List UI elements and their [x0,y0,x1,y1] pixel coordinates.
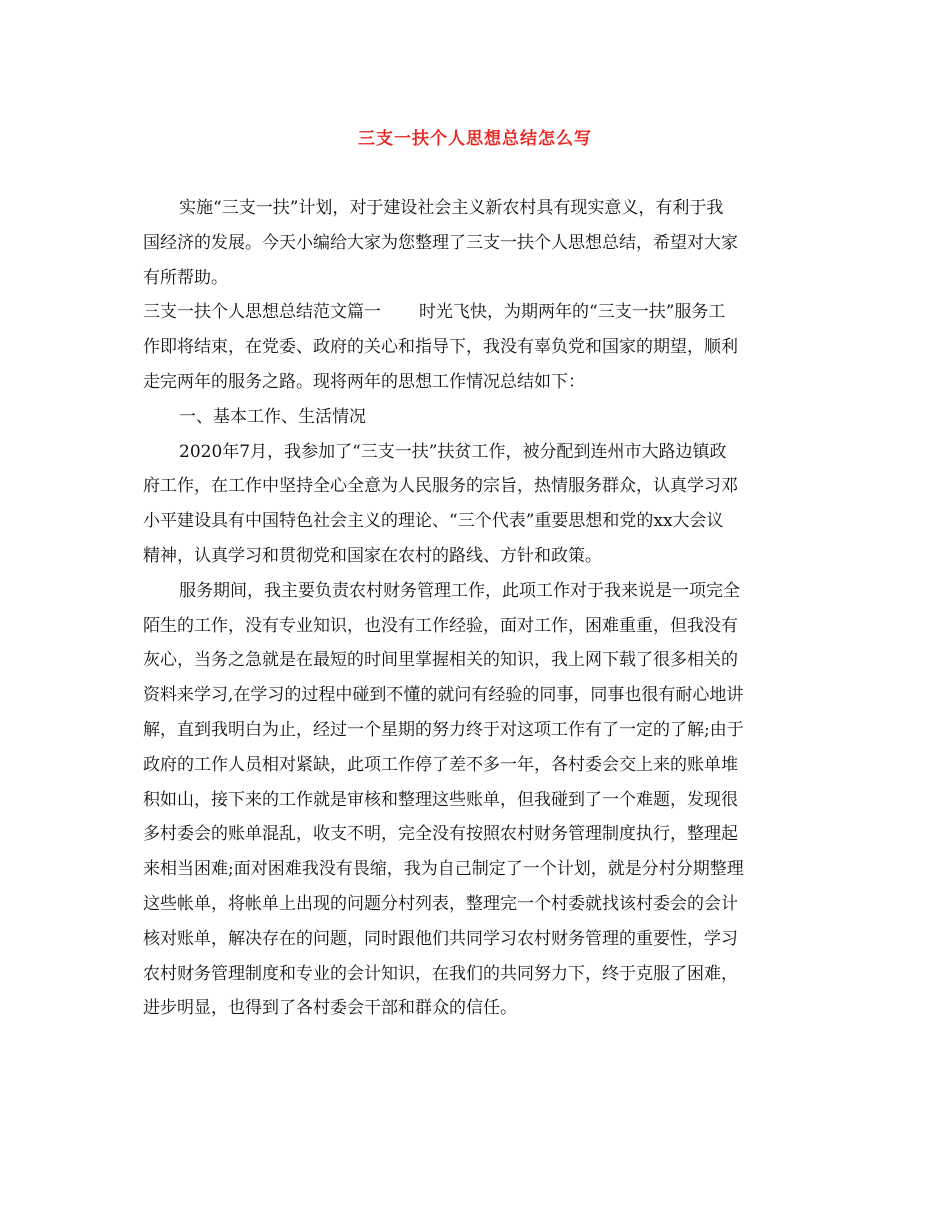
paragraph-2 [143,574,811,1026]
document-body [143,191,811,1026]
paragraph-1 [143,435,811,574]
document-title: 三支一扶个人思想总结怎么写 [358,129,592,149]
section-first-line [143,295,811,330]
intro-paragraph [143,191,811,295]
text-line: 精神，认真学习和贯彻党和国家在农村的路线、方针和政策。 [143,545,602,566]
text-line: 府工作，在工作中坚持全心全意为人民服务的宗旨，热情服务群众，认真学习邓 [143,476,738,497]
text-line: 时光飞快，为期两年的“三支一扶”服务工 [419,302,726,323]
text-line: 进步明显，也得到了各村委会干部和群众的信任。 [143,998,517,1019]
text-line: 解，直到我明白为止，经过一个星期的努力终于对这项工作有了一定的了解;由于 [143,719,744,740]
text-line: 有所帮助。 [143,267,228,288]
text-line: 这些帐单，将帐单上出现的问题分村列表，整理完一个村委就找该村委会的会计 [143,893,738,914]
text-line: 小平建设具有中国特色社会主义的理论、“三个代表”重要思想和党的xx大会议 [143,511,724,532]
text-line: 灰心，当务之急就是在最短的时间里掌握相关的知识，我上网下载了很多相关的 [143,650,738,671]
text-line: 陌生的工作，没有专业知识，也没有工作经验，面对工作，困难重重，但我没有 [143,615,738,636]
text-line: 核对账单，解决存在的问题，同时跟他们共同学习农村财务管理的重要性，学习 [143,928,738,949]
text-line: 走完两年的服务之路。现将两年的思想工作情况总结如下： [143,371,585,392]
text-line: 实施“三支一扶”计划，对于建设社会主义新农村具有现实意义，有利于我 [179,198,724,218]
text-line: 国经济的发展。今天小编给大家为您整理了三支一扶个人思想总结，希望对大家 [143,232,738,253]
text-line: 2020年7月，我参加了“三支一扶”扶贫工作，被分配到连州市大路边镇政 [179,441,727,462]
text-line: 作即将结束，在党委、政府的关心和指导下，我没有辜负党和国家的期望，顺利 [143,337,738,358]
text-line: 政府的工作人员相对紧缺，此项工作停了差不多一年，各村委会交上来的账单堆 [143,754,738,775]
section-heading: 一、基本工作、生活情况 [179,406,366,427]
text-line: 资料来学习,在学习的过程中碰到不懂的就问有经验的同事，同事也很有耐心地讲 [143,685,744,706]
text-line: 积如山，接下来的工作就是审核和整理这些账单，但我碰到了一个难题，发现很 [143,789,738,810]
text-line: 服务期间，我主要负责农村财务管理工作，此项工作对于我来说是一项完全 [179,580,740,601]
section-label: 三支一扶个人思想总结范文篇一 [143,302,381,323]
text-line: 来相当困难;面对困难我没有畏缩，我为自己制定了一个计划，就是分村分期整理 [143,859,744,880]
text-line: 多村委会的账单混乱，收支不明，完全没有按照农村财务管理制度执行，整理起 [143,824,738,845]
text-line: 农村财务管理制度和专业的会计知识，在我们的共同努力下，终于克服了困难， [143,963,738,984]
section-paragraph [143,295,811,399]
